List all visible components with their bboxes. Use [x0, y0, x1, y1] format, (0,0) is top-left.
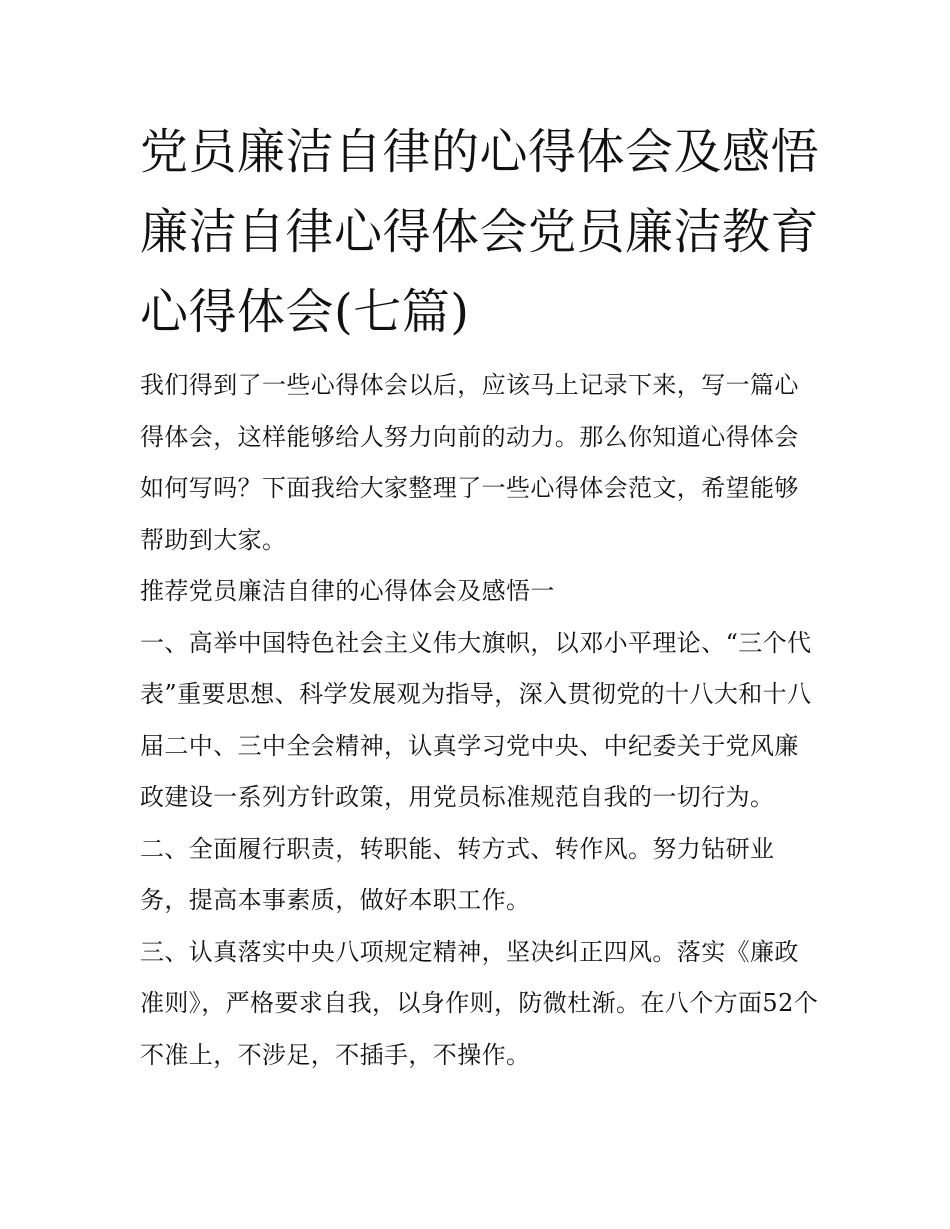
- section-heading: 推荐党员廉洁自律的心得体会及感悟一: [140, 577, 555, 605]
- document-body: [140, 112, 820, 1081]
- point-two-paragraph: 二、全面履行职责，转职能、转方式、转作风。努力钻研业务，提高本事素质，做好本职工作。: [140, 834, 775, 914]
- document-title: 党员廉洁自律的心得体会及感悟 廉洁自律心得体会党员廉洁教育心得体会(七篇): [140, 124, 820, 340]
- intro-paragraph: 我们得到了一些心得体会以后，应该马上记录下来，写一篇心得体会，这样能够给人努力向前的动力。那么你知道心得体会如何写吗？下面我给大家整理了一些心得体会范文，希望能够帮助到大家。: [140, 371, 799, 554]
- point-one-paragraph: 一、高举中国特色社会主义伟大旗帜，以邓小平理论、“三个代表”重要思想、科学发展观为指导，深入贯彻党的十八大和十八届二中、三中全会精神，认真学习党中央、中纪委关于党风廉政建设一系列方针政策，用党员标准规范自我的一切行为。: [140, 628, 812, 811]
- point-three-paragraph: 三、认真落实中央八项规定精神，坚决纠正四风。落实《廉政准则》，严格要求自我，以身作则，防微杜渐。在八个方面52个不准上，不涉足，不插手，不操作。: [140, 937, 819, 1069]
